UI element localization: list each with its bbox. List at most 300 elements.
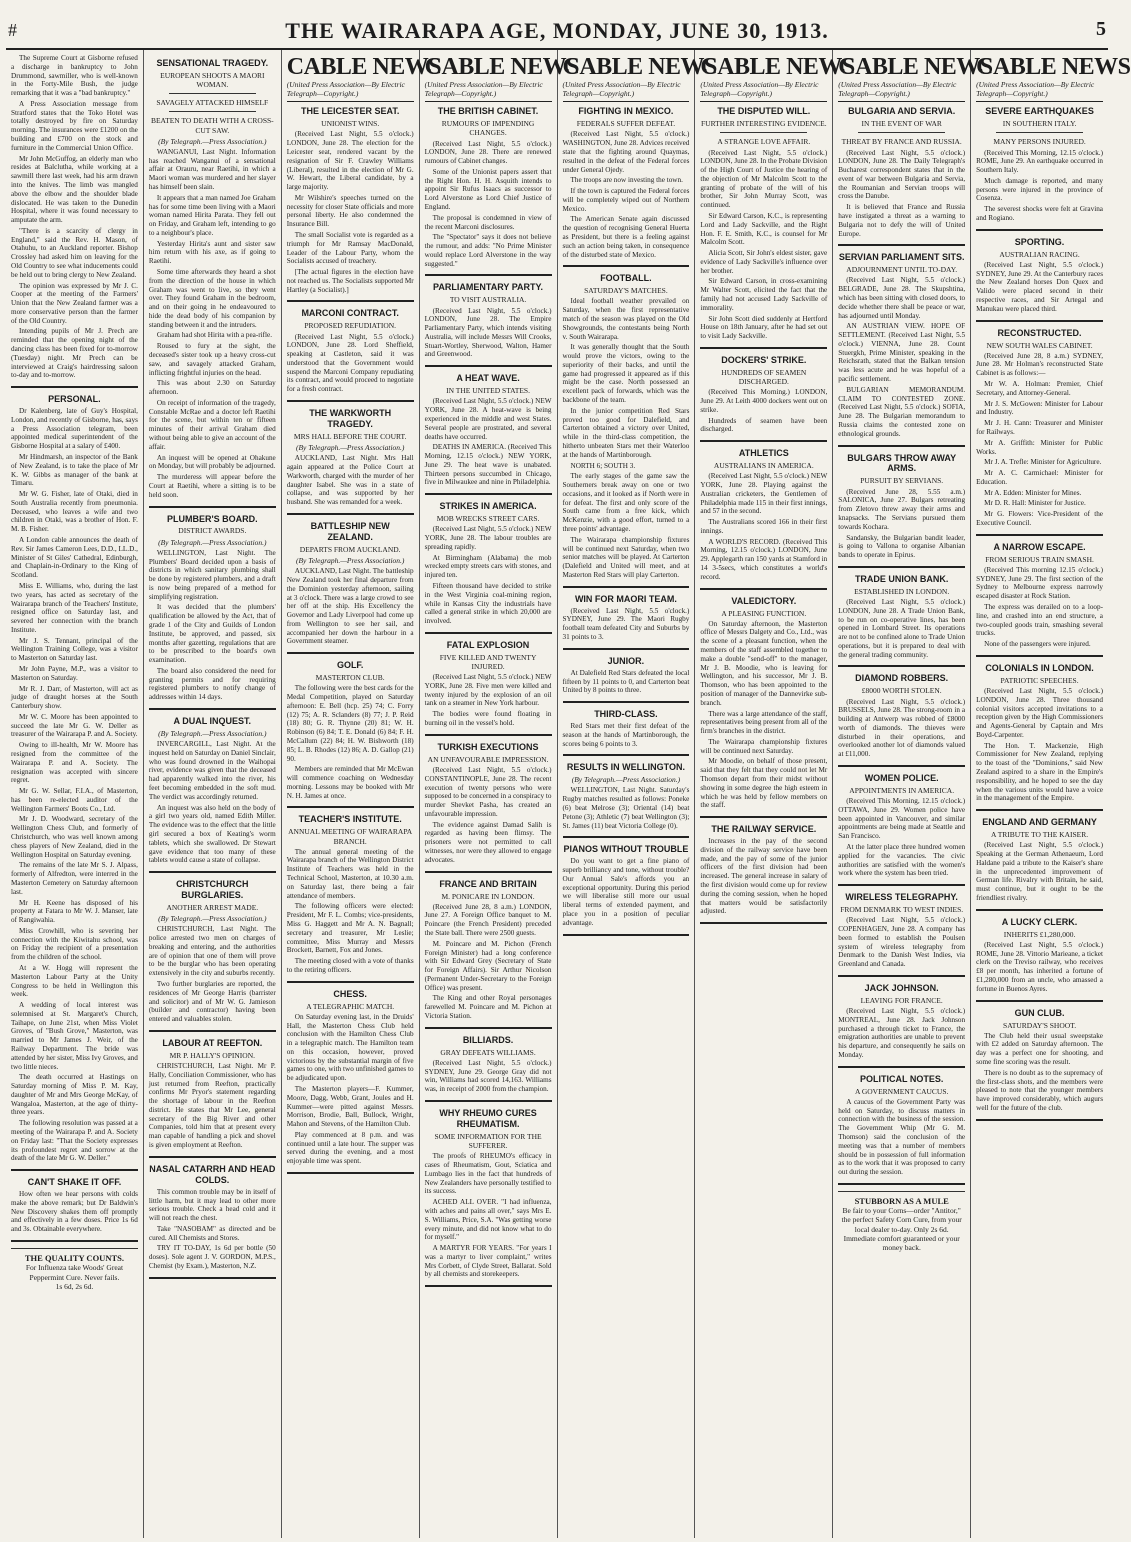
article-headline: A NARROW ESCAPE. (993, 541, 1086, 552)
article-paragraph: It is believed that France and Russia have instigated a threat as a warning to Bulgaria not to defy the will of United Europe. (838, 203, 966, 238)
article-paragraph: Do you want to get a fine piano of superb brilliancy and tone, without trouble? Our Annual Sale's affords you an exceptional opportunity. During this period we will liberalise still more our usual liberal terms of extended payment, and place you in a position of peculiar advantage. (562, 857, 690, 927)
article-separator (700, 922, 827, 924)
article-headline: CHRISTCHURCH BURGLARIES. (176, 879, 249, 901)
article-paragraph: (Received Last Night, 5.5 o'clock.) WASHINGTON, June 28. Advices received state that the fighting around Quaymas, resulted in the defeat of the Federal forces under General Ojedy. (562, 130, 690, 174)
article-paragraph: The Hon. T. Mackenzie, High Commissioner for New Zealand, replying to the toast of the "Dominions," said New Zealand aspired to a share in the Empire's responsibility, and he hoped to see the day when the various units would have a voice in the management of the Empire. (976, 741, 1103, 803)
article-paragraph: The proposal is condemned in view of the recent Marconi disclosures. (424, 213, 552, 231)
article-headline: SERVIAN PARLIAMENT SITS. (838, 252, 965, 263)
article-paragraph: At the latter place three hundred women applied for the vacancies. The civic authorities are satisfied with the women's work where the system has been tried. (838, 843, 966, 878)
article-subheading: UNIONIST WINS. (321, 119, 380, 129)
article-paragraph: The proofs of RHEUMO's efficacy in cases of Rheumatism, Gout, Sciatica and Lumbago lies in the fact that hundreds of New Zealanders have personally testified to its success. (424, 1152, 552, 1196)
article-paragraph: AUCKLAND, Last Night. The battleship New Zealand took her final departure from the Dominion yesterday afternoon, sailing at 3 o'clock. There was a large crowd to see her off at the ship. His Excellency the Governor and Lady Liverpool had come up from Wellington to see her sail, and accompanied her down the harbour in a Government steamer. (286, 567, 414, 646)
article-subheading: PATRIOTIC SPEECHES. (1000, 675, 1079, 685)
article-paragraph: Mr W. G. Fisher, late of Otaki, died in South Australia recently from pneumonia. Deceased, who leaves a wife and two children in Otaki, was a brother of Hon. F. M. B. Fisher. (11, 490, 138, 534)
article (838, 1074, 965, 1177)
article-subheading: AUSTRALIAN RACING. (999, 249, 1080, 259)
article-paragraph: Some time afterwards they heard a shot from the direction of the house in which Graham was went to live, so they went over. They found Graham in the bedroom, and on their going in he endeavoured to hide the dead body of his companion by standing between it and the intruders. (148, 267, 276, 329)
article-separator (149, 1277, 276, 1279)
article-headline: PARLIAMENTARY PARTY. (433, 282, 544, 293)
article-paragraph: A MARTYR FOR YEARS. "For years I was a martyr to liver complaint," writes Mrs Corbett, of Clyde Street, Ballarat. Sold by all chemists and storekeepers. (424, 1244, 552, 1279)
article-subheading: LEAVING FOR FRANCE. (860, 995, 943, 1005)
article-subheading: FIVE KILLED AND TWENTY INJURED. (439, 652, 537, 671)
article-separator (425, 493, 552, 495)
article-paragraph: Fifteen thousand have decided to strike in the West Virginia coal-mining region, while in Kansas City the industrials have called a general strike in which 20,000 are involved. (424, 581, 552, 626)
article-paragraph: Mr G. Flowers: Vice-President of the Executive Council. (976, 510, 1103, 527)
article-paragraph: Red Stars met their first defeat of the season at the hands of Martinborough, the scores being 6 points to 3. (562, 722, 690, 748)
cable-news-credit: (United Press Association—By Electric Telegraph—Copyright.) (838, 80, 965, 102)
article-subheading: MOB WRECKS STREET CARS. (436, 514, 540, 524)
news-column-7 (833, 50, 993, 1538)
article-separator (149, 1156, 276, 1158)
article (425, 106, 552, 268)
article-headline: BULGARS THROW AWAY ARMS. (847, 452, 957, 474)
article-paragraph: The Supreme Court at Gisborne refused a discharge in bankruptcy to John Drummond, sawmiller, who is well-known in the Forty-Mile Bush, the judge remarking that it was a "bad bankruptcy." (11, 54, 138, 98)
article-paragraph: CHRISTCHURCH, Last Night. The police arrested two men on charges of breaking and entering, and the authorities are of opinion that one of them will prove to be the burglar who has been operating extensively in the city and suburbs recently. (148, 925, 276, 978)
article-headline: A DUAL INQUEST. (173, 716, 252, 727)
article (425, 640, 552, 728)
article-paragraph: (Received Last Night, 5.5 o'clock.) LONDON, June 28. Lord Sheffield, speaking at Castleton, said it was understood that the Government would suspend the Marconi Company repudiating its contract, and would proceed to negotiate for a fresh contract. (286, 332, 414, 394)
article-separator (838, 244, 965, 246)
article-separator (425, 274, 552, 276)
news-column-5 (558, 50, 717, 1538)
article (287, 814, 414, 974)
article (287, 408, 414, 507)
article-credit: (By Telegraph.—Press Association.) (158, 136, 267, 146)
advertisement (838, 1191, 965, 1252)
corner-mark: # (8, 20, 17, 40)
article (563, 844, 690, 927)
article-subheading: FROM DENMARK TO WEST INDIES. (840, 905, 964, 915)
article (700, 824, 827, 916)
article-separator (700, 588, 827, 590)
article-subheading: A TRIBUTE TO THE KAISER. (990, 830, 1089, 840)
article-separator (838, 765, 965, 767)
article-separator (563, 586, 690, 588)
page-number: 5 (1096, 18, 1106, 40)
article-paragraph: NORTH 6; SOUTH 3. (570, 461, 636, 470)
article-headline: FATAL EXPLOSION (446, 639, 530, 650)
masthead (6, 18, 1108, 50)
cable-news-banner: CABLE NEWS (700, 54, 855, 80)
newspaper-columns (6, 50, 1131, 1538)
cable-news-banner: CABLE NEWS (286, 54, 442, 80)
article-headline: ATHLETICS (738, 448, 789, 459)
article (563, 106, 690, 259)
article (563, 273, 690, 579)
article-paragraph: The death occurred at Hastings on Saturday morning of Miss P. M. Kay, daughter of Mr and Mrs George McKay, of Wangaloa, Masterton, at the age of thirty-three years. (11, 1073, 138, 1117)
article-headline: WIRELESS TELEGRAPHY. (845, 892, 958, 903)
article-credit: (By Telegraph.—Press Association.) (158, 914, 267, 924)
article-headline: PLUMBER'S BOARD. (166, 513, 258, 524)
article-paragraph: It was decided that the plumbers' qualification be allowed by the Act, that of grade 1 of the City and Guilds of London Institute, be approved, and passed, six months after gazetting, regulations that are to be prescribed to the board's own examination. (148, 603, 276, 665)
article (425, 879, 552, 1021)
cable-news-banner: CABLE NEWS (838, 54, 993, 80)
article-paragraph: This was about 2.30 on Saturday afternoon. (148, 379, 276, 397)
article-paragraph: (Received Last Night, 5.5 o'clock.) LONDON, June 28. Three thousand colonial visitors accepted invitations to a reception given by the High Commissioners and Agents-General by Captain and Mrs Boyd-Carpenter. (976, 687, 1103, 739)
ad-title: THE QUALITY COUNTS. (24, 1253, 124, 1264)
article-paragraph: (Received Last Night, 5.5 o'clock.) LONDON, June 28. In the Probate Division of the High Court of Justice the hearing of the objection of Mr Malcolm Scott to the granting of probate of the will of his brother, Sir John Murray Scott, was continued. (700, 148, 828, 210)
article-paragraph: Mr A. C. Carmichael: Minister for Education. (976, 469, 1103, 486)
news-column-1 (6, 50, 144, 1538)
article-subheading: FROM SERIOUS TRAIN SMASH. (985, 554, 1094, 564)
article-paragraph: (Received This Morning.) LONDON, June 29. At Leith 4000 dockers went out on strike. (700, 388, 828, 414)
article (838, 892, 965, 969)
article-paragraph: Mr G. W. Sellar, F.I.A., of Masterton, has been re-elected auditor of the Wellington Farmers' Boots Co., Ltd. (11, 787, 138, 813)
article-paragraph: (Received June 28, 8 a.m.) LONDON, June 27. A Foreign Office banquet to M. Poincare (the French President) preceded the State ball. There were 2500 guests. (424, 902, 552, 937)
article-paragraph: This common trouble may be in itself of little harm, but it may lead to other more serious trouble. Check a head cold and it will not reach the chest. (148, 1187, 276, 1223)
article-paragraph: (Received Last Night, 5.5 o'clock.) NEW YORK, June 28. The labour troubles are spreading rapidly. (424, 525, 552, 551)
article-paragraph: At a W. Hogg will represent the Masterton Labour Party at the Unity Congress to be held in Wellington this week. (11, 963, 138, 999)
article-separator (11, 1240, 138, 1242)
article-paragraph: ACHED ALL OVER. "I had influenza, with aches and pains all over," says Mrs E. S. Williams, Price, S.A. "Was getting worse every minute, and did not know what to do for myself." (424, 1198, 552, 1242)
article-separator (976, 809, 1103, 811)
article-paragraph: (Received Last Night, 5.5 o'clock.) LONDON, June 28. The election for the Leicester seat, rendered vacant by the resignation of Sir F. Crawley Williams (Liberal), resulted in the election of Mr G. W. Hewart, the Liberal candidate, by a large majority. (286, 130, 414, 192)
cable-news-credit: (United Press Association—By Electric Telegraph—Copyright.) (563, 80, 690, 102)
article-paragraph: DEATHS IN AMERICA. (Received This Morning, 12.15 o'clock.) NEW YORK, June 29. The heat wave is unabated. Thirteen persons succumbed in Chicago, five in Milwaukee and nine in Philadelphia. (424, 443, 552, 487)
article-separator (976, 1000, 1103, 1002)
article-headline: THE DISPUTED WILL. (717, 106, 811, 117)
article-subheading: SOME INFORMATION FOR THE SUFFERER. (434, 1131, 542, 1151)
article-paragraph: Graham had shot Hirita with a pea-rifle. (156, 331, 273, 340)
advertisement (11, 1248, 138, 1291)
article-paragraph: Miss Crowhill, who is severing her connection with the Kiwitahu school, was on Friday the recipient of a presentation from the children of the school. (11, 926, 138, 962)
article-headline: JUNIOR. (607, 655, 645, 666)
article-paragraph: On Saturday evening last, in the Druids' Hall, the Masterton Chess Club held conclusion with the Hamilton Chess Club in a telegraphic match. The Hamilton team on this occasion, however, proved victorious by the substantial margin of five games to one, with two unfinished games to be adjudicated upon. (286, 1012, 414, 1083)
article-headline: DIAMOND ROBBERS. (855, 673, 949, 684)
article (976, 917, 1103, 994)
article-paragraph: The "Spectator" says it does not believe the rumour, and adds: "No Prime Minister would replace Lord Alverstone in the way suggested." (424, 233, 552, 268)
article-separator (976, 655, 1103, 657)
article-paragraph: (Received Last Night, 5.5 o'clock.) ROME, June 28. Vittorio Marieane, a ticket clerk on the Treviso railway, who receives £8 per month, has inherited a fortune of £1,280,000 from an uncle, who amassed a fortune in Buenos Ayres. (976, 940, 1103, 993)
article-headline: THE WARKWORTH TRAGEDY. (309, 408, 392, 429)
article-subheading: GRAY DEFEATS WILLIAMS. (440, 1047, 536, 1057)
article (838, 106, 965, 238)
article-paragraph: Yesterday Hirita's aunt and sister saw him return with his axe, as if going to Raetihi. (148, 239, 276, 266)
article (976, 663, 1103, 803)
article-paragraph: (Received Last Night, 5.5 o'clock.) NEW YORK, June 28. Playing against the Australian cricketers, the Gentlemen of Philadelphia made 115 in their first innings, and 57 in the second. (700, 472, 828, 516)
article-separator (838, 445, 965, 447)
article-subheading: EUROPEAN SHOOTS A MAORI WOMAN. (160, 70, 265, 90)
article-paragraph: Miss E. Williams, who, during the last two years, has acted as secretary of the Wairarapa branch of the Teachers' Institute, resigned office on Saturday last, and severed her connection with the branch Institute. (11, 581, 138, 634)
article-paragraph: WANGANUI, Last Night. Information has reached Wanganui of a sensational affair at Orauru, near Raetihi, in which a Maori woman was murdered and her slayer has himself been slain. (148, 147, 276, 191)
article-subheading: ANOTHER ARREST MADE. (166, 903, 259, 913)
article-paragraph: (Received Last Night, 5.5 o'clock.) CONSTANTINOPLE, June 28. The recent execution of twenty persons who were supposed to be concerned in a conspiracy to murder Shevket Pasha, has created an unfavourable impression. (424, 765, 552, 818)
article-paragraph: WELLINGTON, Last Night. The Plumbers' Board decided upon a basis of districts in which sanitary plumbing shall be done by registered plumbers, and a draft is now being prepared of a method for simplifying registration. (148, 548, 276, 601)
article (11, 54, 138, 380)
article-paragraph: The American Senate again discussed the question of recognising General Huerta as President, but there is a feeling against such an action being taken, in consequence of the disturbed state of Mexico. (562, 215, 690, 259)
article-headline: CHESS. (333, 988, 367, 999)
article-headline: BULGARIA AND SERVIA. (848, 106, 956, 117)
article (700, 596, 827, 811)
article-subheading: APPOINTMENTS IN AMERICA. (849, 785, 955, 795)
article-paragraph: (Received Last Night, 5.5 o'clock.) SYDNEY, June 29. George Gray did not win, Williams had scored 14,163. Williams was, in receipt of 2000 from the champion. (424, 1058, 552, 1094)
article-paragraph: (Received June 28, 5.55 a.m.) SALONICA, June 27. Bulgars retreating from Zletovo threw away their arms and knapsacks. The Servians pursued them towards Kochara. (838, 487, 966, 531)
article-paragraph: (Received Last Night, 5.5 o'clock.) LONDON, June 28. A Trade Union Bank, to be run on co-operative lines, has been opened in Lombard Street. Its operations are not to be confined alone to Trade Union operations, but it is prepared to deal with the general trading community. (838, 597, 966, 659)
article-paragraph: Mr J. S. McGowen: Minister for Labour and Industry. (976, 399, 1103, 417)
article-paragraph: Increases in the pay of the second division of the railway service have been made, and the pay of some of the junior officers of the first division had been increased. The general increase in salary of the first division would come up for review during the coming session, when he hoped that matters would be satisfactorily adjusted. (700, 837, 828, 916)
article-separator (976, 320, 1103, 322)
news-column-8 (971, 50, 1131, 1538)
article-separator (287, 1172, 414, 1174)
article (976, 817, 1103, 903)
article (838, 453, 965, 560)
article (976, 237, 1103, 314)
article-paragraph: The Wairarapa championship fixtures will be continued next Saturday, when two senior matches will be played. At Carterton (Dalefield and United will meet, and at Masterton Red Stars will play Carterton. (562, 535, 690, 579)
article-headline: MARCONI CONTRACT. (301, 308, 399, 319)
article (287, 660, 414, 800)
article-separator (425, 1027, 552, 1029)
article-separator (425, 734, 552, 736)
article-subheading: SATURDAY'S MATCHES. (584, 286, 668, 296)
article-paragraph: The bodies were found floating in burning oil in the vessel's hold. (424, 710, 552, 728)
article-paragraph: The meeting closed with a vote of thanks to the retiring officers. (286, 957, 414, 974)
article-paragraph: The King and other Royal personages farewelled M. Poincare and M. Pichon at Victoria Station. (424, 994, 552, 1021)
article (11, 394, 138, 1163)
article (287, 989, 414, 1166)
article-separator (563, 934, 690, 936)
article-paragraph: (Received Last Night, 5.5 o'clock.) BELGRADE, June 28. The Skupshtina, which has been sitting with closed doors, to decide whether there shall be peace or war, has adjourned until Monday. (838, 276, 966, 320)
article-paragraph: Some of the Unionist papers assert that the Right Hon. H. H. Asquith intends to appoint Sir Rufus Isaacs as successor to Lord Alverstone as Lord Chief Justice of England. (424, 167, 552, 211)
article-paragraph: WELLINGTON, Last Night. Saturday's Rugby matches resulted as follows: Poneke (6) beat Melrose (3); Oriental (14) beat Petone (3); Athletic (7) beat Wellington (3); St. James (11) beat Victoria College (0). (562, 786, 690, 830)
article-headline: THIRD-CLASS. (594, 709, 658, 720)
article (425, 373, 552, 487)
article-subheading: MR P. HALLY'S OPINION. (169, 1050, 256, 1060)
article-subheading: BEATEN TO DEATH WITH A CROSS-CUT SAW. (150, 116, 274, 135)
article-paragraph: The Masterton players—F. Kummer, Moore, Dagg, Webb, Grant, Joules and H. Kummer—were pitted against Messrs. Morrison, Brodie, Ball, Bullock, Wright, Mahon and Stevens, of the Hamilton Club. (286, 1085, 414, 1129)
article (149, 58, 276, 500)
article-paragraph: Mr Hindmarsh, an inspector of the Bank of New Zealand, is to take the place of Mr K. W. Gibbs as manager of the bank at Timaru. (11, 453, 138, 488)
article-paragraph: The following resolution was passed at a meeting of the Wairarapa P. and A. Society on Friday last: "That the Society expresses its profoundest regret and sorrow at the death of the late Mr G. W. Deller." (11, 1119, 138, 1163)
article (149, 1038, 276, 1150)
article-separator (11, 1169, 138, 1171)
article-paragraph: Mr John Payne, M.P., was a visitor to Masterton on Saturday. (11, 664, 138, 682)
article-paragraph: The early stages of the game saw the Southerners break away on one or two occasions, and it looked as if North were in for defeat. The first and only score of the South came from a free kick, which McKenzie, with a good effort, turned to a three points' advantage. (562, 472, 690, 533)
article (149, 879, 276, 1024)
article-subheading: AN UNFAVOURABLE IMPRESSION. (427, 754, 549, 764)
article-paragraph: Intending pupils of Mr J. Prech are reminded that the opening night of the dancing class has been fixed for to-morrow (Tuesday) night. Mr Prech can be interviewed at Craig's hairdressing saloon to-day and to-morrow. (11, 327, 138, 380)
article-subheading: PURSUIT BY SERVIANS. (860, 476, 944, 486)
article-separator (287, 806, 414, 808)
article-subheading: £8000 WORTH STOLEN. (861, 686, 942, 696)
article-paragraph: TRY IT TO-DAY, 1s 6d per bottle (50 doses). Sole agent J. V. GORDON, M.P.S., Chemist (by Exam.), Masterton, N.Z. (148, 1244, 276, 1270)
article (976, 542, 1103, 649)
article (287, 106, 414, 294)
article-paragraph: (Received Last Night, 5.5 o'clock.) NEW YORK, June 28. A heat-wave is being experienced in the middle and west States. Several people are prostrated, and several deaths have occurred. (424, 397, 552, 441)
article-paragraph: Members are reminded that Mr McEwan will commence coaching on Wednesday morning. Lessons may be booked with Mr N. H. James at once. (286, 765, 414, 800)
article-subheading: AUSTRALIANS IN AMERICA. (713, 461, 814, 471)
article-paragraph: An inquest will be opened at Ohakune on Monday, but will probably be adjourned. (148, 453, 276, 471)
cable-news-credit: (United Press Association—By Electric Telegraph—Copyright.) (425, 80, 552, 102)
divider (996, 132, 1083, 133)
article-subheading: IN THE EVENT OF WAR (861, 119, 942, 129)
article (838, 252, 965, 438)
article (563, 709, 690, 748)
article-subheading: NEW SOUTH WALES CABINET. (986, 340, 1093, 350)
article-separator (700, 440, 827, 442)
article-separator (976, 909, 1103, 911)
article-paragraph: The Wairarapa championship fixtures will be continued next Saturday. (700, 737, 828, 755)
article-paragraph: The Club held their usual sweepstake with £2 added on Saturday afternoon. The day was a perfect one for shooting, and some fine scoring was the result. (976, 1031, 1103, 1066)
article-separator (425, 871, 552, 873)
article-paragraph: Mr J. S. Tennant, principal of the Wellington Training College, was a visitor to Masterton on Saturday last. (11, 636, 138, 663)
article-paragraph: (Received This Morning, 12.15 o'clock.) OTTAWA, June 29. Women police have been appointed in Vancouver, and similar appointments are being made at Seattle and San Francisco. (838, 797, 966, 841)
article-paragraph: Mr J. A. Trefle: Minister for Agriculture. (984, 458, 1102, 467)
article-credit: (By Telegraph.—Press Association.) (571, 775, 681, 785)
article-paragraph: The opinion was expressed by Mr J. C. Cooper at the meeting of the Farmers' Union that the New Zealand farmer was a more conservative person than the farmer of the Old Country. (11, 281, 138, 325)
article-headline: FRANCE AND BRITAIN (439, 878, 537, 889)
article-separator (11, 386, 138, 388)
article-paragraph: Much damage is reported, and many persons were injured in the province of Cosenza. (976, 176, 1103, 203)
article-subheading: A GOVERNMENT CAUCUS. (854, 1086, 949, 1096)
article-subheading: M. PONICARE IN LONDON. (441, 891, 535, 901)
article-headline: WHY RHEUMO CURES RHEUMATISM. (439, 1108, 537, 1129)
article-subheading: PROPOSED REFUDIATION. (304, 321, 397, 331)
article-separator (976, 1119, 1103, 1121)
newspaper-title: THE WAIRARAPA AGE, MONDAY, JUNE 30, 1913. (285, 18, 829, 43)
article-separator (149, 871, 276, 873)
article-paragraph: An inquest was also held on the body of a girl two years old, named Edith Miller. The evidence was to the effect that the little girl secured a box of Keating's worm tablets, which she swallowed. Dr Stewart gave evidence that too many of these tablets would cause a state of collapse. (148, 803, 276, 865)
article-credit: (By Telegraph.—Press Association.) (158, 537, 267, 547)
article-paragraph: [The actual figures in the election have not reached us. The Socialists supported Mr Hartley (a Socialist).] (286, 268, 414, 294)
article-separator (563, 265, 690, 267)
article-headline: FIGHTING IN MEXICO. (578, 106, 674, 117)
article-subheading: INHERITS £1,280,000. (1003, 929, 1076, 939)
article-headline: THE BRITISH CABINET. (437, 106, 539, 117)
article-separator (838, 884, 965, 886)
article-headline: NASAL CATARRH AND HEAD COLDS. (149, 1163, 276, 1185)
article-paragraph: Mr J. D. Woodward, secretary of the Wellington Chess Club, and formerly of Christchurch, who was well known among chess players of New Zealand, died in the Wellington Hospital on Saturday evening. (11, 815, 138, 859)
news-column-2 (144, 50, 282, 1538)
article-paragraph: (Received Last Night, 5.5 o'clock.) BRUSSELS, June 28. The strong-room in a building at Antwerp was robbed of £8000 worth of diamonds. The thieves were disturbed in their operations, and overlooked another lot of diamonds valued at £11,000. (838, 697, 966, 759)
article-paragraph: Mr Wilshire's speeches turned on the necessity for closer State officials and more personal liberty. He also condemned the Insurance Bill. (286, 193, 414, 229)
article-paragraph: AUCKLAND, Last Night. Mrs Hall again appeared at the Police Court at Warkworth, charged with the murder of her daughter Isabel. She was in a state of collapse, and was supported by her husband. She was remanded for a week. (286, 454, 414, 507)
article-headline: CAN'T SHAKE IT OFF. (27, 1177, 122, 1188)
article-paragraph: Mr J. H. Cann: Treasurer and Minister for Railways. (976, 419, 1103, 436)
article-subheading: A PLEASING FUNCTION. (721, 608, 807, 618)
article-headline: GUN CLUB. (1014, 1007, 1065, 1018)
article-paragraph: It appears that a man named Joe Graham has for some time been living with a Maori woman named Hirita Parata. They fell out on Friday, and Graham left, intending to go to a neighbour's place. (148, 193, 276, 237)
article-paragraph: Play commenced at 8 p.m. and was continued until a late hour. The supper was served during the evening, and a most enjoyable time was spent. (286, 1130, 414, 1166)
article-paragraph: Ideal football weather prevailed on Saturday, when the first representative match of the season was played on the Old Showgrounds, the contestants being North v. South Wairarapa. (562, 297, 690, 341)
article-paragraph: The severest shocks were felt at Gravina and Rogiano. (976, 205, 1103, 222)
article-headline: VALEDICTORY. (731, 595, 797, 606)
cable-news-banner: CABLE NEWS (424, 54, 579, 80)
article-subheading: A TELEGRAPHIC MATCH. (306, 1001, 395, 1011)
article (700, 355, 827, 434)
article-paragraph: Roused to fury at the sight, the deceased's sister took up a heavy cross-cut saw, and savagely attacked Graham, inflicting frightful injuries on the head. (148, 342, 276, 377)
article-headline: A LUCKY CLERK. (1001, 916, 1078, 927)
article-paragraph: The remains of the late Mr S. J. Alpass, formerly of Alfredton, were interred in the Masterton Cemetery on Saturday afternoon last. (11, 861, 138, 896)
article (425, 1108, 552, 1279)
article-subheading: ANNUAL MEETING OF WAIRARAPA BRANCH. (288, 827, 413, 846)
article-separator (838, 1183, 965, 1185)
article-paragraph: Dr Kalenberg, late of Guy's Hospital, London, and recently of Gisborne, has, says a Press Association telegram, been appointed medical superintendent of the Gisborne Hospital at a salary of £400. (11, 407, 138, 451)
article (838, 773, 965, 878)
article-credit: (By Telegraph.—Press Association.) (158, 729, 267, 738)
ad-line: 1s 6d, 2s 6d. (55, 1281, 94, 1291)
article-paragraph: "There is a scarcity of clergy in England," said the Rev. H. Mason, of Otahuhu, to an Auckland reporter. Bishop Crossley had asked him on leaving for the Old Country to see what inducements could be held out to bring clergy to New Zealand. (11, 226, 138, 279)
article-subheading: THREAT BY FRANCE AND RUSSIA. (841, 137, 962, 147)
divider (169, 93, 256, 94)
article (563, 762, 690, 830)
ad-line: Be fair to your Corns—order "Antitor," the perfect Safety Corn Cure, from your local dealer to-day. Only 2s 6d. Immediate comfort guaranteed or your money back. (841, 1206, 962, 1252)
article-headline: THE RAILWAY SERVICE. (711, 824, 817, 835)
article-paragraph: If the town is captured the Federal forces will be completely wiped out of Northern Mexico. (562, 187, 690, 213)
article (149, 514, 276, 703)
article (11, 1177, 138, 1234)
article (149, 1164, 276, 1271)
article-paragraph: (Received Last Night, 5.5 o'clock.) COPENHAGEN, June 28. A company has been formed to establish the Poulsen system of wireless telegraphy from Denmark to the Danish West Indies, via Greenland and Canada. (838, 916, 966, 969)
article-headline: FOOTBALL. (600, 273, 652, 284)
article-subheading: A STRANGE LOVE AFFAIR. (717, 137, 811, 147)
article-paragraph: The annual general meeting of the Wairarapa branch of the Wellington District Institute of Teachers was held in the Technical School, Masterton, at 10.30 a.m. on Saturday last, there being a fair attendance of members. (286, 847, 414, 900)
article-subheading: DEPARTS FROM AUCKLAND. (299, 544, 401, 554)
article-paragraph: Mr A. Edden: Minister for Mines. (984, 488, 1082, 497)
cable-news-credit: (United Press Association—By Electric Telegraph—Copyright.) (287, 80, 414, 102)
article-paragraph: At Dalefield Red Stars defeated the local fifteen by 11 points to 0, and Carterton beat United by 8 points to three. (562, 668, 690, 695)
cable-news-banner: CABLE NEWS (562, 54, 717, 80)
article-subheading: MANY PERSONS INJURED. (993, 137, 1086, 147)
article-paragraph: There was a large attendance of the staff, representatives being present from all of the firm's branches in the district. (700, 709, 828, 736)
article-separator (149, 506, 276, 508)
article-paragraph: Mr R. J. Darr, of Masterton, will act as judge of draught horses at the South Canterbury show. (11, 684, 138, 711)
article (287, 521, 414, 646)
article (976, 106, 1103, 223)
cable-news-credit: (United Press Association—By Electric Telegraph—Copyright.) (700, 80, 827, 102)
article (425, 742, 552, 865)
article-paragraph: (Received This morning 12.15 o'clock.) SYDNEY, June 29. The first section of the Sydney to Melbourne express narrowly escaped disaster at Rock Station. (976, 565, 1103, 601)
article-paragraph: A wedding of local interest was solemnised at St. Margaret's Church, Taihape, on June 21st, when Miss Violet Groves, of "Bush Grove," Masterton, was married to Mr James J. Weir, of the Railway Department. The bride was attended by her sister, Miss Ivy Groves, and two little nieces. (11, 1001, 138, 1071)
article-paragraph: INVERCARGILL, Last Night. At the inquest held on Saturday on Daniel Sinclair, who was found drowned in the Waihopai river, evidence was given that the deceased had apparently walked into the river, his feet becoming embedded in the soft mud. The verdict was accordingly returned. (148, 740, 276, 801)
article (838, 574, 965, 660)
article-paragraph: M. Poincare and M. Pichon (French Foreign Minister) had a long conference with Sir Edward Grey (Secretary of State for Foreign Affairs). Sir Arthur Nicolson (Permanent Under-Secretary to the Foreign Office) was present. (424, 939, 552, 992)
article-headline: PERSONAL. (48, 394, 101, 405)
article-separator (700, 816, 827, 818)
article-paragraph: Mr A. Griffith: Minister for Public Works. (976, 438, 1103, 456)
cable-news-credit: (United Press Association—By Electric Telegraph—Copyright.) (976, 80, 1103, 102)
article-paragraph: (Received This Morning, 12.15 o'clock.) ROME, June 29. An earthquake occurred in Southern Italy. (976, 148, 1103, 175)
article-headline: TURKISH EXECUTIONS (437, 741, 539, 752)
article-paragraph: Mr Moodie, on behalf of those present, said that they felt that they could not let Mr Thomson depart from their midst without showing in some degree the high esteem in which he was held by fellow members on the staff. (700, 757, 828, 810)
article-paragraph: Sir John Scott died suddenly at Hertford House on 18th January, after he had set out to visit Lady Sackville. (700, 314, 828, 341)
article-headline: THE LEICESTER SEAT. (301, 106, 400, 117)
ad-title: STUBBORN AS A MULE (854, 1195, 949, 1206)
article-paragraph: None of the passengers were injured. (984, 640, 1091, 649)
article-separator (563, 648, 690, 650)
article-paragraph: AN AUSTRIAN VIEW. HOPE OF SETTLEMENT. (Received Last Night, 5.5 o'clock.) VIENNA, June 28. Count Stuergkh, Prime Minister, speaking in the Reichsrath, stated that the Balkan tension was less acute and he was hopeful of a pacific settlement. (838, 322, 966, 384)
article-headline: RESULTS IN WELLINGTON. (566, 762, 686, 773)
article-headline: COLONIALS IN LONDON. (985, 662, 1094, 673)
article-paragraph: The following officers were elected: President, Mr F. L. Combs; vice-presidents, Miss G. Haggett and Mr A. N. Bagnall; secretary and treasurer, Mr Leslie; committee, Miss Murray and Messrs Brockett, Barnett, Fox and Jones. (286, 902, 414, 955)
article-paragraph: The Australians scored 166 in their first innings. (700, 518, 828, 535)
article-headline: PIANOS WITHOUT TROUBLE (563, 844, 689, 855)
article-paragraph: BULGARIAN MEMORANDUM. CLAIM TO CONTESTED ZONE. (Received Last Night, 5.5 o'clock.) SOFIA, June 28. The Bulgarian memorandum to Russia claims the contested zone on ethnological grounds. (838, 385, 966, 438)
article-paragraph: (Received June 28, 8 a.m.) SYDNEY, June 28. Mr Holman's reconstructed State Cabinet is as follows:— (976, 351, 1103, 378)
article-subheading: ADJOURNMENT UNTIL TO-DAY. (846, 265, 958, 275)
article (149, 716, 276, 865)
article-paragraph: At Birmingham (Alabama) the mob wrecked empty streets cars with stones, and injured ten. (424, 553, 552, 580)
article (700, 448, 827, 581)
article (838, 983, 965, 1060)
article-separator (425, 632, 552, 634)
article-paragraph: Two further burglaries are reported, the residences of Mr George Harris (barrister and solicitor) and of Mr W. G. Jamieson (builder and contractor) having been entered and valuables stolen. (148, 979, 276, 1024)
article-paragraph: The troops are now investing the town. (570, 176, 683, 185)
cable-news-banner: CABLE NEWS (976, 54, 1131, 80)
article-paragraph: Mr W. C. Moore has been appointed to succeed the late Mr G. W. Deller as treasurer of the Wairarapa P. and A. Society. (11, 712, 138, 739)
article-paragraph: A London cable announces the death of Rev. Sir James Cameron Lees, D.D., LL.D., Minister of St Giles' Cathedral, Edinburgh, and Chaplain-in-Ordinary to the King of Scotland. (11, 536, 138, 580)
article-paragraph: Hundreds of seamen have been discharged. (700, 416, 828, 434)
article-separator (287, 300, 414, 302)
